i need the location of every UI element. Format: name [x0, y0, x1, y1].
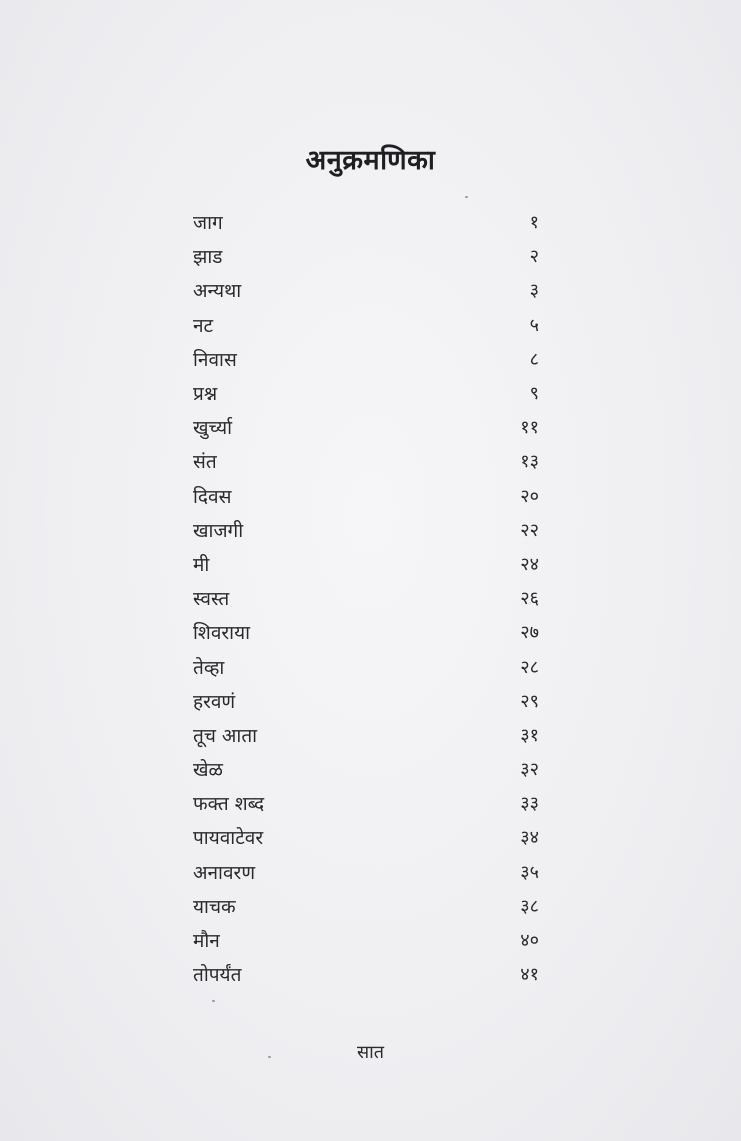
- page-title: अनुक्रमणिका: [305, 145, 436, 176]
- toc-entry: [193, 923, 539, 957]
- toc-entry-page-number: ३: [529, 280, 539, 302]
- ink-speck: [268, 1056, 271, 1058]
- toc-entry-page-number: २: [529, 246, 539, 268]
- toc-entry: [193, 957, 539, 991]
- toc-entry: [193, 547, 539, 581]
- toc-entry: [193, 513, 539, 547]
- toc-entry-page-number: ४०: [520, 930, 539, 952]
- toc-entry-title: फक्त शब्द: [193, 793, 265, 816]
- toc-entry-title: हरवणं: [193, 690, 236, 713]
- toc-entry-title: निवास: [193, 348, 237, 371]
- toc-entry-page-number: २९: [520, 690, 539, 712]
- toc-entry-page-number: ३१: [520, 724, 539, 746]
- toc-entry-title: संत: [193, 451, 217, 474]
- page-number-footer: सात: [356, 1042, 385, 1063]
- toc-entry: [193, 752, 539, 786]
- toc-entry-page-number: ३८: [520, 895, 539, 917]
- toc-entry-page-number: २८: [520, 656, 539, 678]
- toc-entry: [193, 684, 539, 718]
- toc-entry: [193, 615, 539, 649]
- toc-entry-title: खाजगी: [193, 519, 244, 542]
- toc-entry: [193, 820, 539, 854]
- toc-entry-title: तेव्हा: [193, 656, 225, 679]
- toc-entry-page-number: ४१: [520, 964, 539, 986]
- toc-entry-title: शिवराया: [193, 622, 251, 645]
- toc-entry-page-number: ३४: [520, 827, 539, 849]
- toc-entry: [193, 718, 539, 752]
- toc-entry: [193, 855, 539, 889]
- toc-entry-title: झाड: [193, 246, 223, 269]
- toc-entry-title: पायवाटेवर: [193, 827, 264, 850]
- toc-entry-title: अन्यथा: [193, 280, 242, 303]
- toc-entry-title: दिवस: [193, 485, 232, 508]
- toc-entry-page-number: ३३: [520, 793, 539, 815]
- toc-entry-title: मौन: [193, 930, 220, 953]
- toc-entry-page-number: २६: [520, 588, 539, 610]
- toc-entry-title: तोपर्यंत: [193, 964, 242, 987]
- toc-entry: [193, 273, 539, 307]
- toc-entry-page-number: ९: [529, 383, 539, 405]
- toc-entry: [193, 479, 539, 513]
- toc-entry: [193, 581, 539, 615]
- toc-entry: [193, 376, 539, 410]
- ink-speck: [212, 1000, 215, 1002]
- toc-entry: [193, 444, 539, 478]
- toc-entry-title: खुर्च्या: [193, 417, 233, 440]
- toc-entry-title: याचक: [193, 895, 236, 918]
- toc-entry-page-number: १: [529, 212, 539, 234]
- toc-entry: [193, 205, 539, 239]
- toc-entry-title: अनावरण: [193, 861, 256, 884]
- toc-entry-page-number: २०: [520, 485, 539, 507]
- toc-entry-title: नट: [193, 314, 214, 337]
- ink-speck: [465, 196, 468, 198]
- toc-entry: [193, 239, 539, 273]
- toc-entry: [193, 342, 539, 376]
- table-of-contents: [193, 205, 539, 991]
- toc-entry: [193, 649, 539, 683]
- toc-entry-title: प्रश्न: [193, 383, 218, 406]
- toc-entry-page-number: ११: [520, 417, 539, 439]
- toc-entry-page-number: २७: [520, 622, 539, 644]
- toc-entry-page-number: ८: [529, 348, 539, 370]
- toc-entry-title: स्वस्त: [193, 588, 230, 611]
- toc-entry-page-number: ५: [529, 314, 539, 336]
- toc-entry-page-number: २४: [520, 553, 539, 575]
- toc-entry-page-number: ३२: [520, 759, 539, 781]
- toc-entry-page-number: १३: [520, 451, 539, 473]
- toc-entry-page-number: २२: [520, 519, 539, 541]
- toc-entry: [193, 308, 539, 342]
- toc-entry: [193, 410, 539, 444]
- toc-entry: [193, 786, 539, 820]
- toc-entry-title: खेळ: [193, 759, 223, 782]
- toc-entry-title: जाग: [193, 212, 223, 235]
- toc-entry-page-number: ३५: [520, 861, 539, 883]
- toc-entry: [193, 889, 539, 923]
- toc-entry-title: मी: [193, 553, 210, 576]
- toc-entry-title: तूच आता: [193, 724, 258, 747]
